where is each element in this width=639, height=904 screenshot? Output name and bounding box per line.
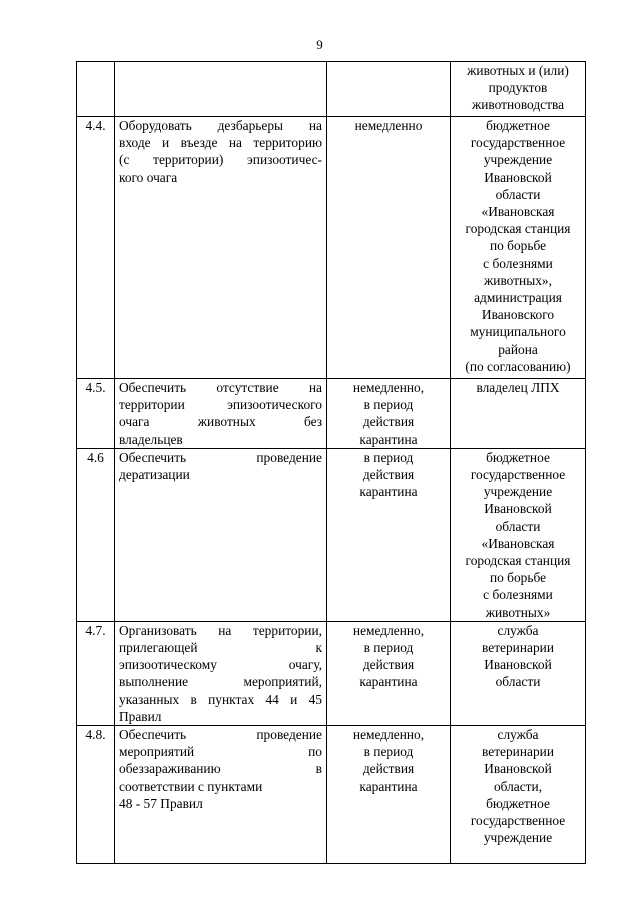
responsible-party-line: с болезнями	[483, 587, 553, 603]
measure-term-line: карантина	[359, 484, 418, 500]
item-number: 4.6	[77, 448, 115, 621]
measure-description-line: мероприятий по	[119, 744, 322, 760]
responsible-party	[451, 448, 586, 621]
responsible-party-line: животноводства	[471, 97, 565, 113]
measure-description-line: 48 - 57 Правил	[119, 795, 203, 811]
responsible-party-line: бюджетное	[486, 449, 550, 465]
measure-term	[327, 621, 451, 725]
responsible-party-line: Ивановской	[484, 169, 552, 185]
responsible-party-line: городская станция	[465, 553, 571, 569]
measure-term-line: немедленно	[354, 118, 423, 133]
responsible-party-line: учреждение	[483, 152, 553, 168]
measure-description	[115, 726, 327, 864]
measure-description-line: Обеспечить проведение	[119, 449, 322, 465]
measure-description-line: Организовать на территории,	[119, 622, 322, 638]
item-number: 4.5.	[77, 379, 115, 449]
responsible-party-line: Ивановской	[484, 657, 552, 673]
responsible-party-line: (по согласованию)	[465, 358, 571, 374]
measure-description	[115, 448, 327, 621]
item-number: 4.8.	[77, 726, 115, 864]
measure-term-line: карантина	[359, 778, 418, 794]
item-number: 4.7.	[77, 621, 115, 725]
measure-description-line: входе и въезде на территорию	[119, 135, 322, 151]
measure-term-line: немедленно,	[352, 380, 425, 395]
measure-term-line: в период	[363, 449, 414, 465]
responsible-party-line: животных»,	[484, 272, 552, 288]
measure-term	[327, 117, 451, 379]
table-row	[77, 621, 586, 725]
measure-description-line: (с территории) эпизоотичес-	[119, 152, 322, 168]
responsible-party-line: животных»	[485, 604, 551, 620]
measure-term	[327, 726, 451, 864]
measure-term	[327, 379, 451, 449]
table-row	[77, 62, 586, 117]
responsible-party-line: Ивановской	[484, 761, 552, 777]
responsible-party-line: области	[495, 518, 541, 534]
responsible-party-line: служба	[497, 727, 539, 743]
measure-description-line: выполнение мероприятий,	[119, 674, 322, 690]
responsible-party-line: области	[495, 674, 541, 690]
measure-description-line: Обеспечить проведение	[119, 727, 322, 743]
item-number: 4.4.	[77, 117, 115, 379]
table-row	[77, 379, 586, 449]
measure-term	[327, 448, 451, 621]
measure-description-line: Обеспечить отсутствие на	[119, 380, 322, 395]
responsible-party-line: бюджетное	[486, 118, 550, 133]
responsible-party-line: «Ивановская	[481, 535, 555, 551]
responsible-party-line: городская станция	[465, 221, 571, 237]
responsible-party-line: ветеринарии	[482, 640, 554, 656]
measure-term-line: в период	[363, 744, 414, 760]
measure-description-line: кого очага	[119, 169, 178, 185]
responsible-party-line: области,	[493, 778, 543, 794]
measure-description-line: территории эпизоотического	[119, 397, 322, 413]
measure-description-line: Правил	[119, 708, 162, 724]
responsible-party-line: района	[498, 341, 538, 357]
table-row	[77, 726, 586, 864]
responsible-party-line: с болезнями	[483, 255, 553, 271]
responsible-party-line: государственное	[470, 467, 566, 483]
measure-description-line: дератизации	[119, 467, 190, 483]
measure-term-line: действия	[362, 414, 415, 430]
responsible-party-line: государственное	[470, 813, 566, 829]
responsible-party-line: учреждение	[483, 830, 553, 846]
responsible-party-line: учреждение	[483, 484, 553, 500]
responsible-party-line: Ивановского	[481, 307, 555, 323]
responsible-party-line: продуктов	[488, 80, 548, 96]
measure-term-line: карантина	[359, 431, 418, 447]
responsible-party-line: животных и (или)	[467, 63, 569, 78]
responsible-party	[451, 117, 586, 379]
responsible-party	[451, 62, 586, 117]
responsible-party-line: владелец ЛПХ	[476, 380, 560, 395]
table-row	[77, 117, 586, 379]
measure-term-line: карантина	[359, 674, 418, 690]
measure-description-line: Оборудовать дезбарьеры на	[119, 118, 322, 133]
measure-description-line: владельцев	[119, 431, 183, 447]
responsible-party-line: «Ивановская	[481, 204, 555, 220]
measure-description	[115, 379, 327, 449]
item-number	[77, 62, 115, 117]
measure-term	[327, 62, 451, 117]
measure-description-line: указанных в пунктах 44 и 45	[119, 691, 322, 707]
responsible-party	[451, 379, 586, 449]
measure-term-line: действия	[362, 467, 415, 483]
responsible-party-line: Ивановской	[484, 501, 552, 517]
responsible-party-line: ветеринарии	[482, 744, 554, 760]
table-row	[77, 448, 586, 621]
measure-description	[115, 62, 327, 117]
measure-term-line: действия	[362, 761, 415, 777]
measure-description-line: соответствии с пунктами	[119, 778, 263, 794]
measure-term-line: действия	[362, 657, 415, 673]
responsible-party-line: по борьбе	[489, 570, 547, 586]
responsible-party-line: муниципального	[470, 324, 566, 340]
responsible-party-line: по борьбе	[489, 238, 547, 254]
measures-table	[76, 61, 586, 864]
measure-description	[115, 621, 327, 725]
responsible-party	[451, 726, 586, 864]
responsible-party	[451, 621, 586, 725]
measure-description-line: очага животных без	[119, 414, 322, 430]
measure-description	[115, 117, 327, 379]
responsible-party-line: бюджетное	[486, 795, 550, 811]
measure-description-line: эпизоотическому очагу,	[119, 657, 322, 673]
responsible-party-line: государственное	[470, 135, 566, 151]
responsible-party-line: области	[495, 186, 541, 202]
measure-term-line: немедленно,	[352, 727, 425, 743]
measure-term-line: немедленно,	[352, 622, 425, 638]
page-number: 9	[316, 37, 323, 52]
responsible-party-line: служба	[497, 622, 539, 638]
responsible-party-line: администрация	[474, 290, 562, 306]
measure-description-line: прилегающей к	[119, 640, 322, 656]
measure-term-line: в период	[363, 397, 414, 413]
measure-description-line: обеззараживанию в	[119, 761, 322, 777]
measures-table-body	[77, 62, 586, 864]
measure-term-line: в период	[363, 640, 414, 656]
